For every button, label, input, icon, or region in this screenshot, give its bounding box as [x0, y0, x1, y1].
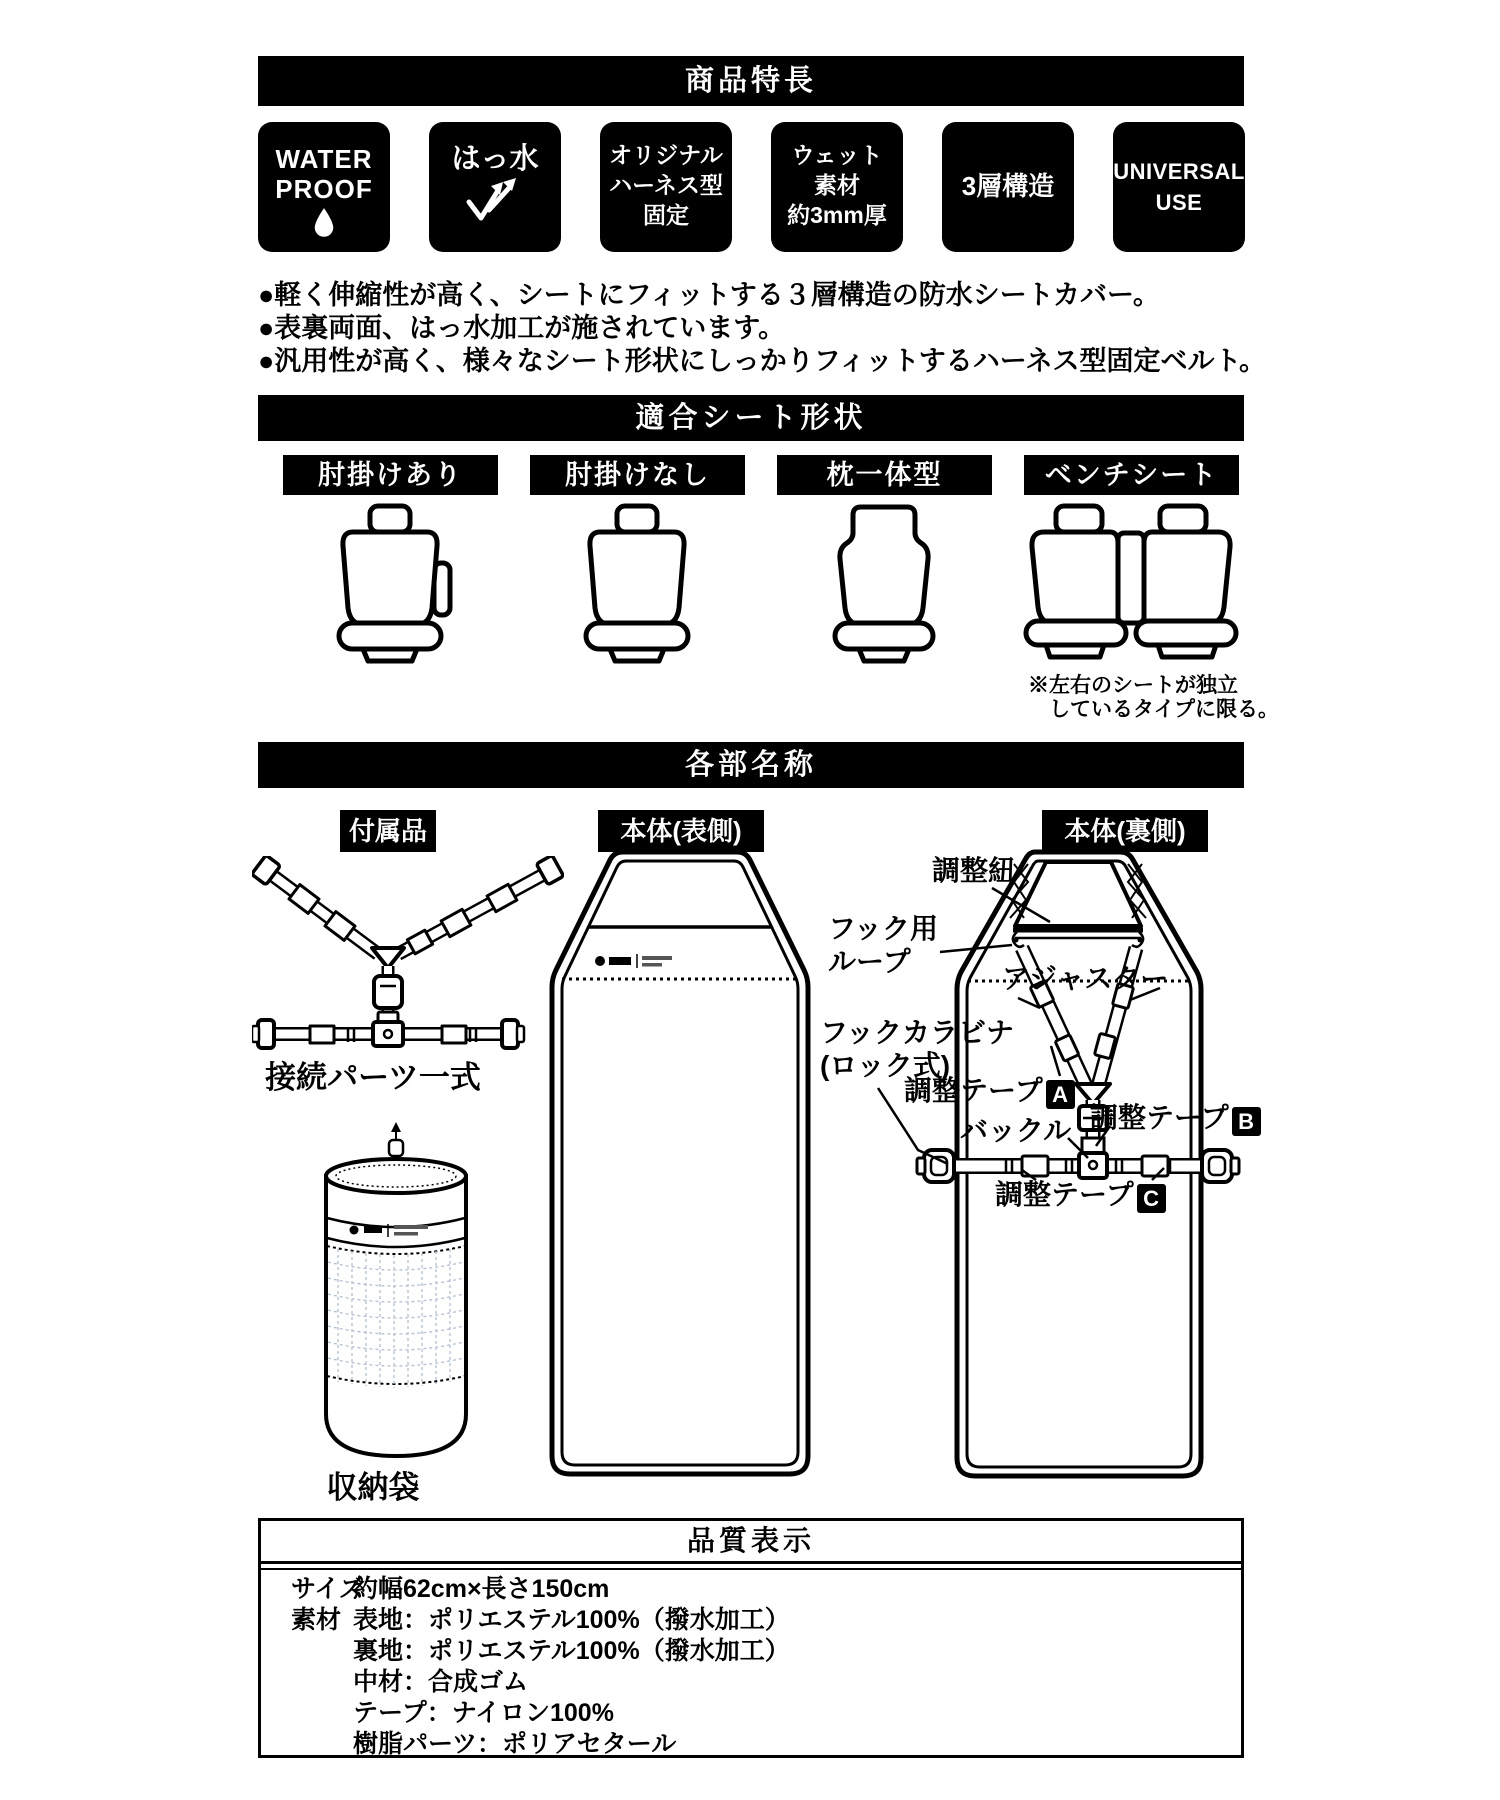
quality-row — [261, 1729, 1241, 1760]
callout-tape-b-text: 調整テープ — [1090, 1102, 1229, 1133]
callout-buckle: バックル — [960, 1115, 1072, 1146]
badge-harness-line: 固定 — [643, 202, 689, 228]
seat-type-label-pillow: 枕一体型 — [777, 455, 992, 495]
quality-row-value: 裏地：ポリエステル100%（撥水加工） — [353, 1637, 790, 1665]
badge-universal — [1113, 122, 1245, 252]
quality-row-value: 樹脂パーツ：ポリアセタール — [353, 1730, 677, 1758]
quality-row — [261, 1636, 1241, 1667]
quality-row-label — [291, 1636, 353, 1667]
callout-tape-c-text: 調整テープ — [995, 1179, 1134, 1210]
quality-row-label — [291, 1667, 353, 1698]
seat-integrated-pillow-drawing — [809, 503, 959, 668]
accessories-label: 付属品 — [340, 810, 436, 852]
quality-row-label — [291, 1698, 353, 1729]
quality-row-value: 表地：ポリエステル100%（撥水加工） — [353, 1606, 790, 1634]
seat-with-armrest-drawing — [315, 503, 465, 668]
badge-water-repellent — [429, 122, 561, 252]
badge-three-layer — [942, 122, 1074, 252]
body-front-drawing — [545, 848, 815, 1488]
badge-harness-line: オリジナル — [609, 142, 723, 168]
quality-row-value: 中材：合成ゴム — [353, 1668, 529, 1696]
quality-row-value: 約幅62cm×長さ150cm — [353, 1575, 610, 1603]
feature-bullets — [258, 279, 1358, 378]
callout-tape-a-text: 調整テープ — [904, 1075, 1043, 1106]
body-front-label: 本体(表側) — [598, 810, 764, 852]
quality-double-rule — [261, 1564, 1241, 1570]
quality-row — [261, 1667, 1241, 1698]
part-names-banner: 各部名称 — [258, 742, 1244, 788]
callout-adjust-tape-b — [1090, 1101, 1261, 1136]
tape-b-letter-badge: B — [1232, 1107, 1261, 1136]
quality-row — [261, 1698, 1241, 1729]
quality-rows — [261, 1574, 1241, 1760]
harness-caption: 接続パーツ一式 — [265, 1060, 481, 1095]
badge-wet-line: 素材 — [814, 172, 860, 198]
bench-seat-note — [1028, 674, 1279, 722]
badge-universal-line: USE — [1155, 190, 1203, 215]
quality-row-label — [291, 1729, 353, 1760]
badge-wet-material — [771, 122, 903, 252]
seat-shapes-banner: 適合シート形状 — [258, 395, 1244, 441]
quality-row — [261, 1605, 1241, 1636]
seat-type-label-no-armrest: 肘掛けなし — [530, 455, 745, 495]
badge-waterproof — [258, 122, 390, 252]
callout-hook-loop-line: フック用 — [828, 913, 939, 944]
callout-hook-loop-line: ループ — [828, 946, 911, 977]
callout-adjust-tape-c — [995, 1178, 1166, 1213]
quality-row-label: 素材 — [291, 1606, 342, 1634]
callout-adjuster: アジャスター — [1002, 963, 1169, 994]
quality-row-value: テープ：ナイロン100% — [353, 1699, 614, 1727]
water-repel-arrows-icon — [463, 178, 527, 222]
quality-box — [258, 1518, 1244, 1758]
seat-type-label-bench: ベンチシート — [1024, 455, 1239, 495]
callout-adjust-cord: 調整紐 — [932, 855, 1017, 886]
tape-a-letter-badge: A — [1046, 1080, 1075, 1109]
quality-row-label: サイズ — [291, 1575, 365, 1603]
harness-parts-drawing — [252, 856, 564, 1061]
seat-no-armrest-drawing — [562, 503, 712, 668]
badge-universal-line: UNIVERSAL — [1113, 159, 1245, 184]
tape-c-letter-badge: C — [1137, 1184, 1166, 1213]
badge-wet-line: ウェット — [791, 142, 883, 168]
quality-title: 品質表示 — [261, 1521, 1241, 1564]
badge-water-repellent-line: はっ水 — [451, 143, 539, 175]
callout-carabiner-line: フックカラビナ — [820, 1017, 1015, 1048]
bench-seat-drawing — [1016, 503, 1246, 668]
body-back-label: 本体(裏側) — [1042, 810, 1208, 852]
callout-hook-carabiner — [820, 1016, 1014, 1082]
callout-hook-loop — [828, 912, 938, 978]
badge-wet-line: 約3mm厚 — [787, 202, 887, 228]
feature-bullet: ●軽く伸縮性が高く、シートにフィットする３層構造の防水シートカバー。 — [258, 280, 1160, 310]
seat-type-label-armrest: 肘掛けあり — [283, 455, 498, 495]
badge-waterproof-line: PROOF — [275, 174, 373, 204]
droplet-icon — [312, 206, 336, 238]
body-back-diagram — [820, 848, 1300, 1498]
badge-harness-fix — [600, 122, 732, 252]
badge-three-layer-line: 3層構造 — [961, 171, 1055, 201]
badge-harness-line: ハーネス型 — [609, 172, 723, 198]
bench-seat-note-line: ※左右のシートが独立 — [1028, 674, 1238, 697]
callout-carabiner-line: (ロック式) — [820, 1050, 951, 1081]
storage-bag-drawing — [296, 1122, 496, 1462]
feature-bullet: ●汎用性が高く、様々なシート形状にしっかりフィットするハーネス型固定ベルト。 — [258, 346, 1267, 376]
quality-row — [261, 1574, 1241, 1605]
features-banner: 商品特長 — [258, 56, 1244, 106]
feature-bullet: ●表裏両面、はっ水加工が施されています。 — [258, 313, 786, 343]
callout-adjust-tape-a — [904, 1074, 1075, 1109]
bench-seat-note-line: しているタイプに限る。 — [1049, 698, 1279, 721]
bag-caption: 収納袋 — [326, 1470, 420, 1505]
badge-waterproof-line: WATER — [275, 144, 373, 174]
